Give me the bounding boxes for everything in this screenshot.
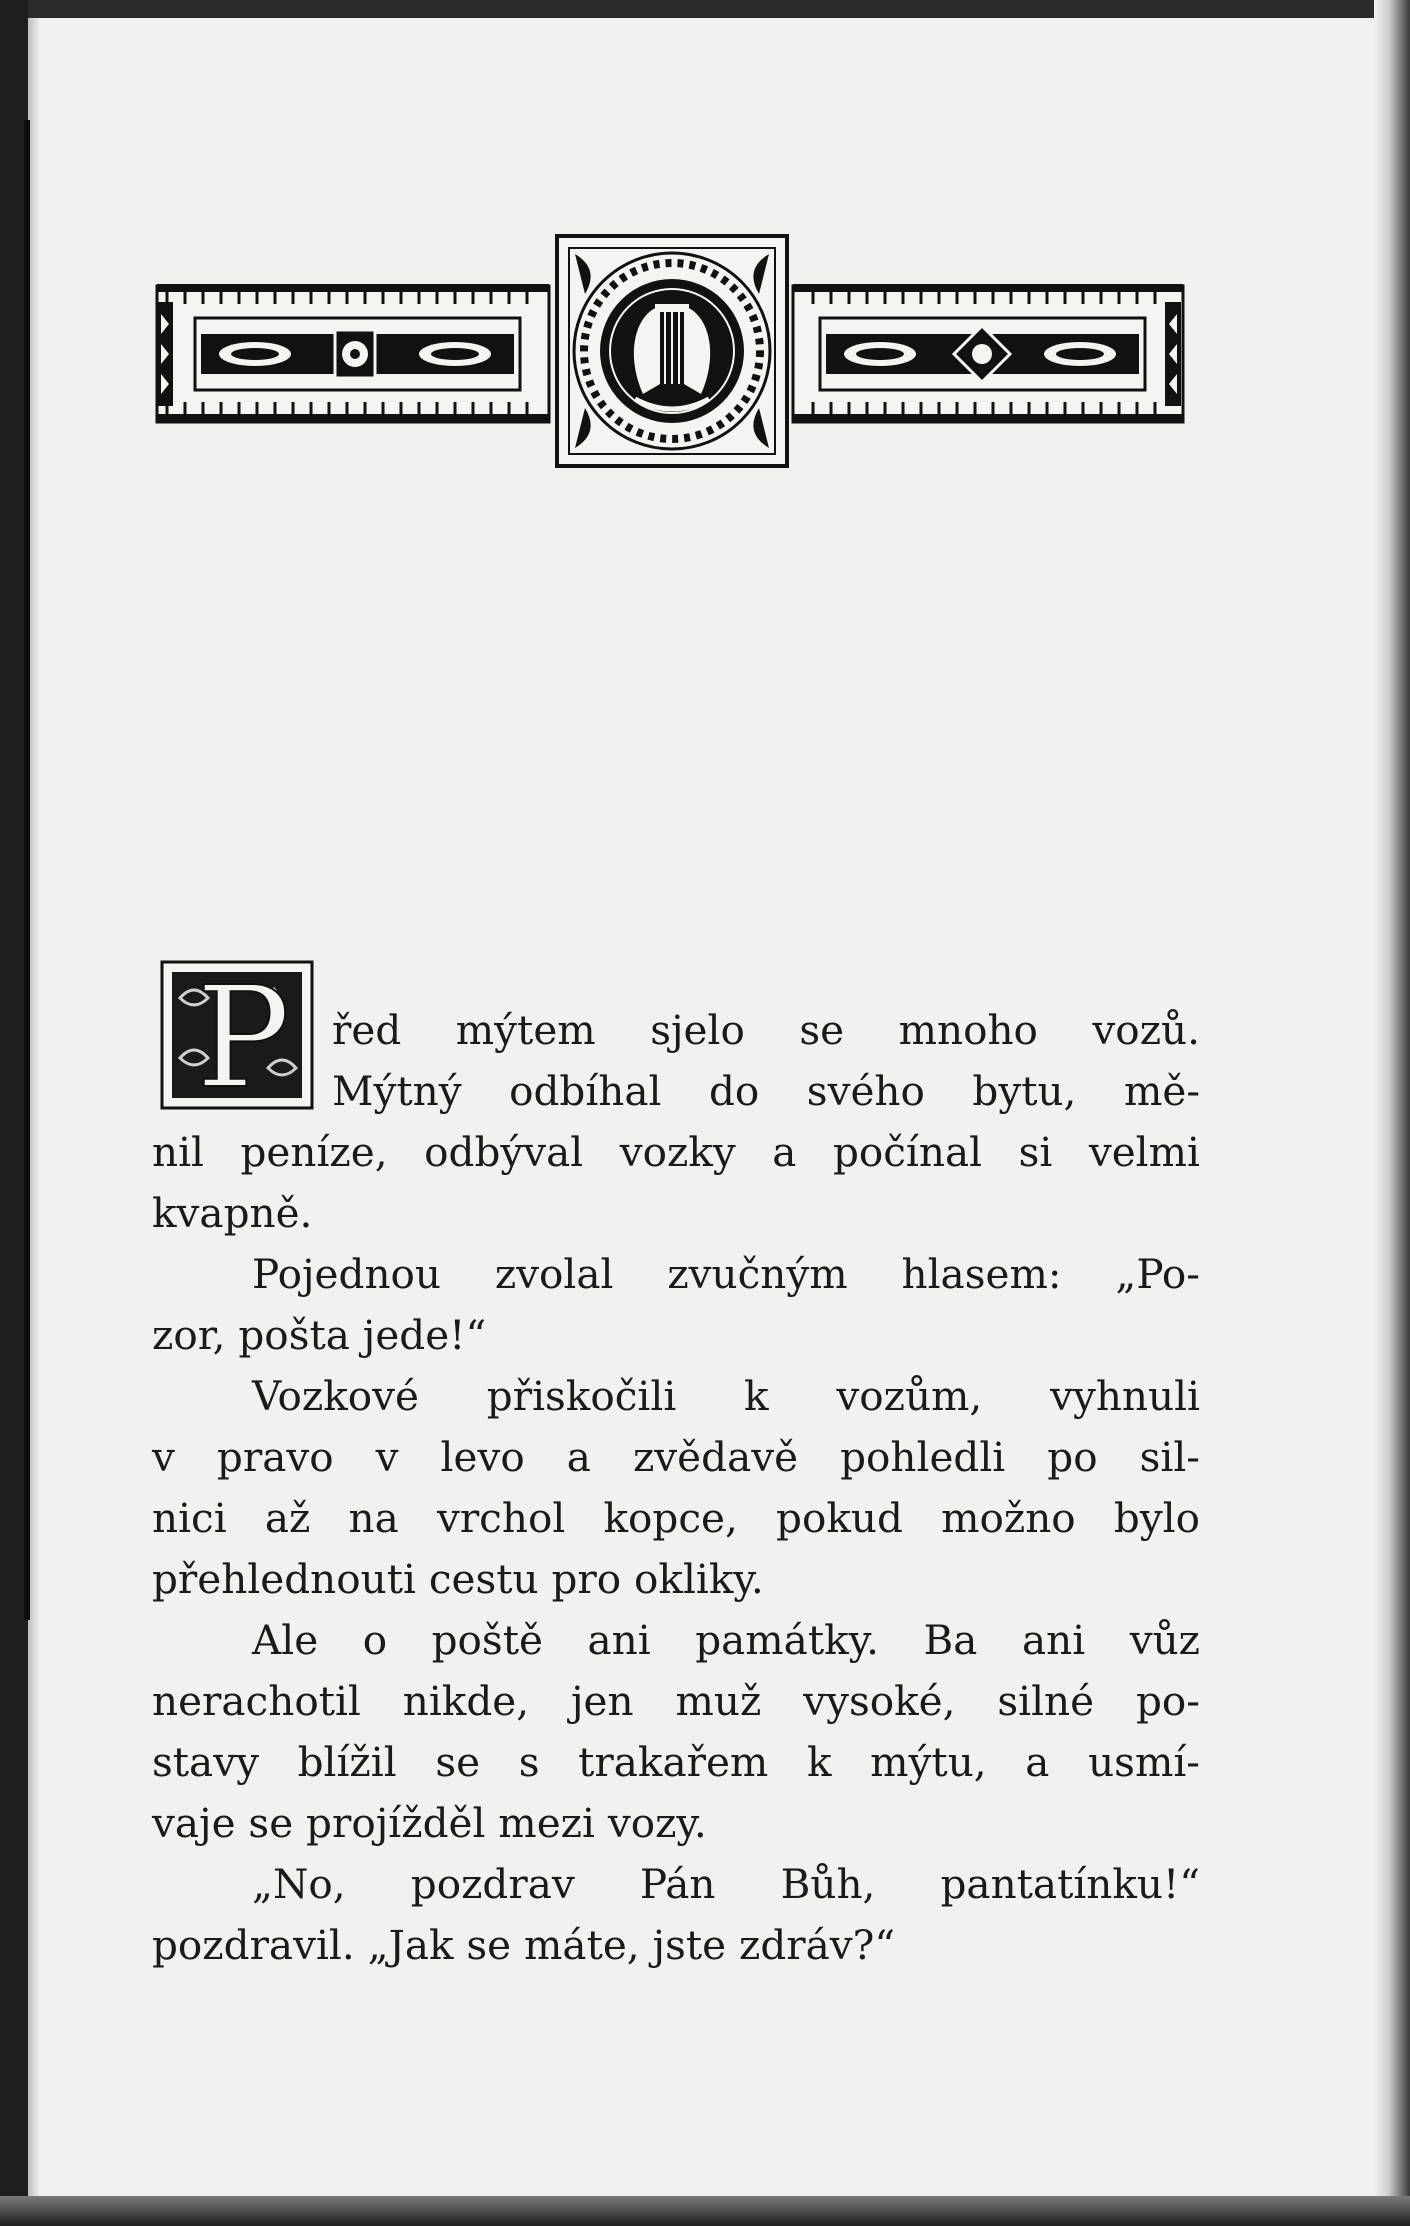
text-line: nil peníze, odbýval vozky a počínal si velmi bbox=[152, 1128, 1200, 1176]
header-ornament-icon bbox=[155, 234, 1185, 470]
scan-edge-bottom bbox=[0, 2196, 1410, 2226]
right-ornament-band bbox=[793, 284, 1183, 422]
text-line: v pravo v levo a zvědavě pohledli po sil- bbox=[152, 1433, 1200, 1481]
text-line: kvapně. bbox=[152, 1189, 313, 1237]
scan-edge-right bbox=[1374, 0, 1410, 2226]
left-ornament-band bbox=[157, 284, 549, 422]
center-medallion bbox=[557, 236, 787, 466]
text-line: Pojednou zvolal zvučným hlasem: „Po- bbox=[252, 1250, 1200, 1298]
text-line: nerachotil nikde, jen muž vysoké, silné po- bbox=[152, 1677, 1200, 1725]
text-line: vaje se projížděl mezi vozy. bbox=[152, 1799, 707, 1847]
text-line: Vozkové přiskočili k vozům, vyhnuli bbox=[252, 1372, 1200, 1420]
text-line: nici až na vrchol kopce, pokud možno bylo bbox=[152, 1494, 1200, 1542]
dropcap-letter: P bbox=[196, 958, 291, 1112]
text-line: stavy blížil se s trakařem k mýtu, a usmí- bbox=[152, 1738, 1200, 1786]
text-line: Mýtný odbíhal do svého bytu, mě- bbox=[332, 1067, 1200, 1115]
spine-line bbox=[24, 120, 30, 1620]
text-line: „No, pozdrav Pán Bůh, pantatínku!“ bbox=[252, 1860, 1200, 1908]
text-line: přehlednouti cestu pro okliky. bbox=[152, 1555, 764, 1603]
scan-edge-top bbox=[0, 0, 1410, 18]
page-text bbox=[152, 1000, 1200, 1976]
text-line: Ale o poště ani památky. Ba ani vůz bbox=[252, 1616, 1200, 1664]
text-line: řed mýtem sjelo se mnoho vozů. bbox=[332, 1006, 1200, 1054]
text-line: zor, pošta jede!“ bbox=[152, 1311, 487, 1359]
text-line: pozdravil. „Jak se máte, jste zdráv?“ bbox=[152, 1921, 896, 1969]
